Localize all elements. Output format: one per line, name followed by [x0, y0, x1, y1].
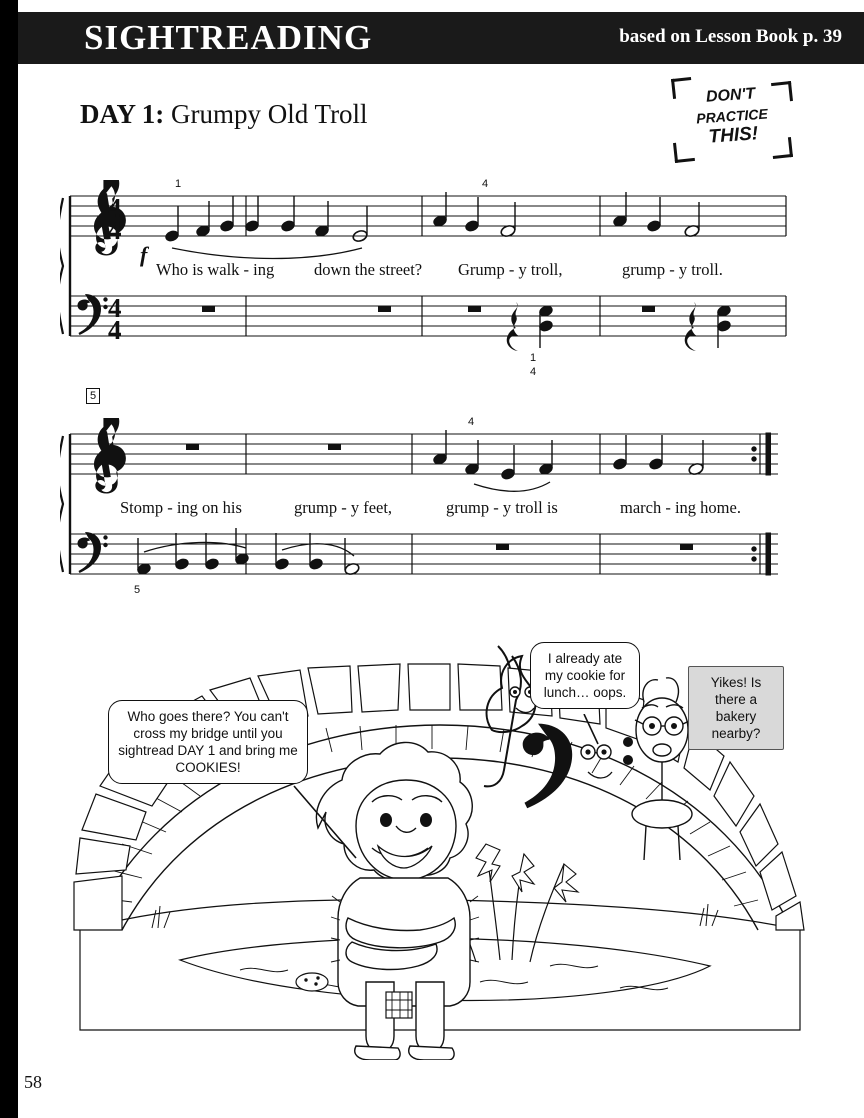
- badge-line-1: DON'T: [705, 85, 756, 106]
- badge-text: [682, 83, 782, 150]
- fingering-5: 5: [134, 584, 141, 596]
- badge-line-3: THIS!: [707, 123, 759, 148]
- left-margin-bar: [0, 0, 18, 1118]
- cartoon-illustration: [60, 630, 820, 1060]
- page-number: 58: [24, 1072, 42, 1092]
- day-heading: [80, 99, 368, 130]
- bass-clef-bubble-tail: [572, 714, 612, 754]
- glasses-character-speech-text: Yikes! Is there a bakery nearby?: [710, 675, 762, 741]
- bass-clef-speech-text: I already ate my cookie for lunch… oops.: [543, 651, 627, 700]
- troll-speech-bubble: [108, 700, 308, 784]
- svg-text:4: 4: [108, 193, 122, 223]
- fingering-4: 4: [530, 366, 537, 378]
- bass-clef-speech-bubble: [530, 642, 640, 709]
- svg-text:4: 4: [108, 315, 122, 345]
- day-label: DAY 1:: [80, 99, 165, 129]
- lyric-phrase-8: march - ing home.: [620, 498, 741, 517]
- measure-number-5: 5: [86, 388, 100, 404]
- dont-practice-badge: [672, 78, 792, 162]
- day-title: Grumpy Old Troll: [171, 99, 368, 129]
- svg-text:4: 4: [108, 293, 122, 323]
- lyric-phrase-5: Stomp - ing on his: [120, 498, 242, 517]
- fingering-1: 1: [530, 352, 537, 364]
- music-system-2: [60, 390, 800, 598]
- badge-line-2: PRACTICE: [695, 105, 769, 127]
- glasses-character-speech-bubble: [688, 666, 784, 750]
- page-title: SIGHTREADING: [84, 18, 373, 57]
- measure-number-1: 1: [175, 178, 182, 190]
- lyric-phrase-7: grump - y troll is: [446, 498, 558, 517]
- troll-bubble-tail: [292, 782, 362, 862]
- header-subtitle: based on Lesson Book p. 39: [619, 26, 842, 47]
- measure-number-4-sys2: 4: [468, 416, 475, 428]
- dynamic-forte: f: [140, 242, 148, 267]
- lyric-phrase-3: Grump - y troll,: [458, 260, 563, 279]
- music-system-1: [60, 178, 800, 378]
- lyric-phrase-1: Who is walk - ing: [156, 260, 275, 279]
- lyric-phrase-2: down the street?: [314, 260, 423, 279]
- lyric-phrase-4: grump - y troll.: [622, 260, 723, 279]
- svg-text:4: 4: [108, 215, 122, 245]
- lyric-phrase-6: grump - y feet,: [294, 498, 393, 517]
- troll-speech-text: Who goes there? You can't cross my bridge until you sightread DAY 1 and bring me COOKIES!: [118, 709, 298, 775]
- measure-number-4: 4: [482, 178, 489, 190]
